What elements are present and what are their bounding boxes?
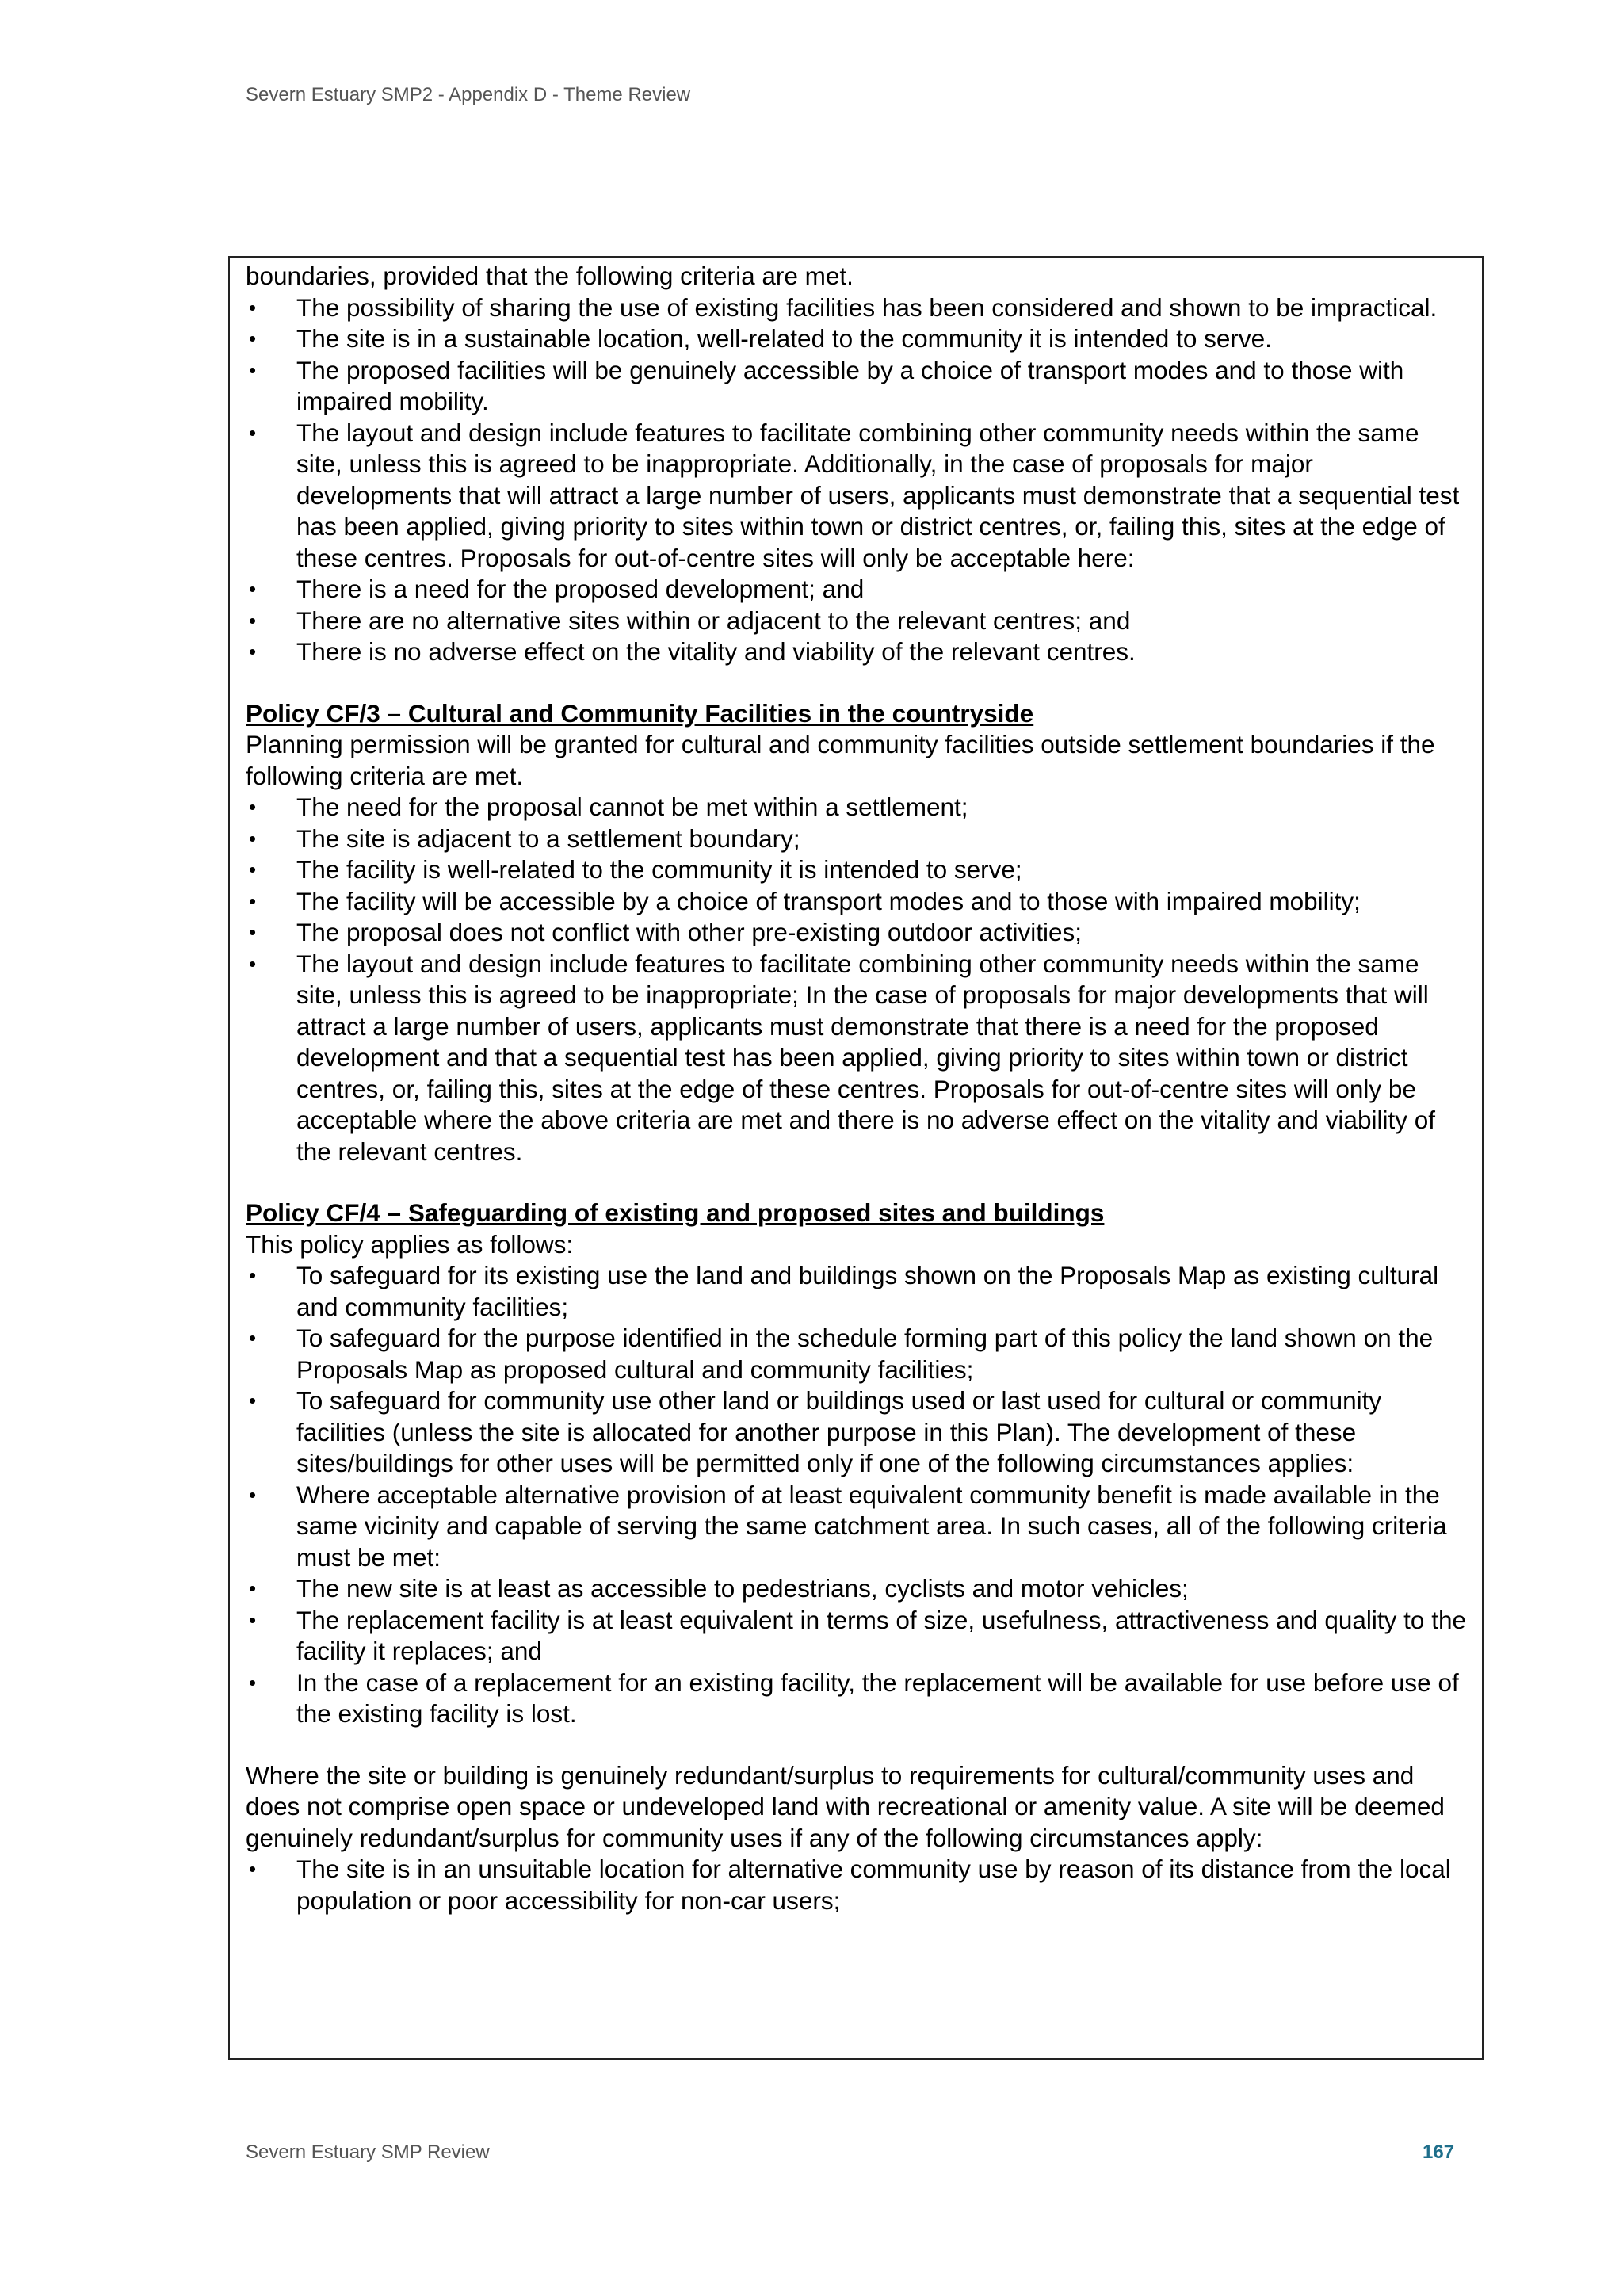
criteria-list-1 [246,292,1466,668]
closing-paragraph: Where the site or building is genuinely redundant/surplus to requirements for cultural/community uses and does not comprise open space or undeveloped land with recreational or amenity value. A site will be deemed genuinely redundant/surplus for community uses if any of the following circumstances apply: [246,1760,1445,1852]
list-item [246,917,1466,949]
list-item [246,606,1466,637]
criteria-list-3 [246,1260,1466,1730]
bullet-icon: • [249,357,257,382]
intro-line: boundaries, provided that the following criteria are met. [246,262,854,290]
bullet-icon: • [249,327,257,350]
spacer [246,1167,1466,1198]
list-item [246,949,1466,1168]
list-item [246,792,1466,823]
running-header: Severn Estuary SMP2 - Appendix D - Theme Review [246,84,691,105]
footer-title: Severn Estuary SMP Review [246,2141,490,2163]
list-item-text: There is a need for the proposed development; and [296,575,865,603]
policy-cf3-intro: Planning permission will be granted for cultural and community facilities outside settlement boundaries if the following criteria are met. [246,730,1435,790]
policy-cf4-heading: Policy CF/4 – Safeguarding of existing and proposed sites and buildings [246,1198,1105,1227]
list-item-text: Where acceptable alternative provision of at least equivalent community benefit is made available in the same vicinity and capable of serving the same catchment area. In such cases, all of the following criteria must be met: [296,1480,1447,1572]
bullet-icon: • [249,1607,257,1632]
bullet-icon: • [249,1857,257,1881]
list-item [246,636,1466,668]
list-item-text: In the case of a replacement for an existing facility, the replacement will be available for use before use of the existing facility is lost. [296,1668,1459,1728]
page-number: 167 [1423,2141,1455,2163]
list-item-text: The site is in a sustainable location, well-related to the community it is intended to serve. [296,324,1272,353]
list-item [246,886,1466,918]
list-item [246,1854,1466,1916]
list-item [246,355,1466,418]
list-item [246,1668,1466,1730]
list-item-text: To safeguard for community use other land or buildings used or last used for cultural or community facilities (unless the site is allocated for another purpose in this Plan). The development of these sites/buildings for other uses will be permitted only if one of the following circumstances applies: [296,1386,1382,1477]
list-item [246,418,1466,575]
bullet-icon: • [249,1576,257,1600]
bullet-icon: • [249,640,257,663]
list-item [246,1480,1466,1574]
list-item-text: The site is adjacent to a settlement boundary; [296,823,800,853]
criteria-list-2 [246,792,1466,1167]
bullet-icon: • [249,1326,257,1350]
list-item-text: To safeguard for its existing use the land and buildings shown on the Proposals Map as existing cultural and community facilities; [296,1261,1439,1321]
bullet-icon: • [249,1482,257,1507]
policy-cf3-heading: Policy CF/3 – Cultural and Community Facilities in the countryside [246,698,1034,728]
list-item [246,854,1466,886]
spacer [246,1730,1466,1760]
list-item-text: There is no adverse effect on the vitality and viability of the relevant centres. [296,637,1136,666]
list-item [246,1260,1466,1323]
bullet-icon: • [249,888,257,913]
bullet-icon: • [249,795,257,819]
list-item-text: The facility will be accessible by a choice of transport modes and to those with impaired mobility; [296,886,1361,915]
bullet-icon: • [249,826,257,850]
spacer [246,668,1466,698]
bullet-icon: • [249,858,257,881]
bullet-icon: • [249,420,257,445]
list-item-text: The need for the proposal cannot be met within a settlement; [296,793,968,821]
bullet-icon: • [249,1389,257,1412]
list-item [246,292,1466,324]
list-item [246,1573,1466,1605]
list-item [246,1323,1466,1385]
list-item-text: The replacement facility is at least equivalent in terms of size, usefulness, attractiveness and quality to the facility it replaces; and [296,1605,1466,1665]
list-item-text: To safeguard for the purpose identified in the schedule forming part of this policy the land shown on the Proposals Map as proposed cultural and community facilities; [296,1324,1434,1384]
policy-text-box [228,256,1484,2060]
bullet-icon: • [249,951,257,976]
list-item-text: The facility is well-related to the community it is intended to serve; [296,855,1022,884]
list-item [246,1385,1466,1480]
list-item [246,323,1466,355]
list-item-text: The layout and design include features to facilitate combining other community needs within the same site, unless this is agreed to be inappropriate. Additionally, in the case of proposals for major developments that will attract a large number of users, applicants must demonstrate that a sequential test has been applied, giving priority to sites within town or district centres, or, failing this, sites at the edge of these centres. Proposals for out-of-centre sites will only be acceptable here: [296,418,1460,572]
policy-cf4-intro: This policy applies as follows: [246,1229,574,1259]
bullet-icon: • [249,1670,257,1694]
bullet-icon: • [249,920,257,944]
list-item-text: The proposed facilities will be genuinely accessible by a choice of transport modes and to those with impaired mobility. [296,355,1404,415]
bullet-icon: • [249,608,257,632]
bullet-icon: • [249,295,257,319]
list-item-text: There are no alternative sites within or adjacent to the relevant centres; and [296,606,1131,635]
list-item [246,574,1466,606]
bullet-icon: • [249,577,257,601]
list-item-text: The proposal does not conflict with other pre-existing outdoor activities; [296,918,1083,946]
list-item-text: The new site is at least as accessible to pedestrians, cyclists and motor vehicles; [296,1574,1189,1603]
criteria-list-4 [246,1854,1466,1916]
bullet-icon: • [249,1263,257,1287]
list-item-text: The possibility of sharing the use of existing facilities has been considered and shown to be impractical. [296,292,1438,322]
list-item [246,823,1466,855]
list-item-text: The layout and design include features to facilitate combining other community needs within the same site, unless this is agreed to be inappropriate; In the case of proposals for major developments that will attract a large number of users, applicants must demonstrate that there is a need for the proposed development and that a sequential test has been applied, giving priority to sites within town or district centres, or, failing this, sites at the edge of these centres. Proposals for out-of-centre sites will only be acceptable where the above criteria are met and there is no adverse effect on the vitality and viability of the relevant centres. [296,949,1435,1166]
list-item [246,1605,1466,1668]
list-item-text: The site is in an unsuitable location for alternative community use by reason of its distance from the local population or poor accessibility for non-car users; [296,1855,1451,1915]
